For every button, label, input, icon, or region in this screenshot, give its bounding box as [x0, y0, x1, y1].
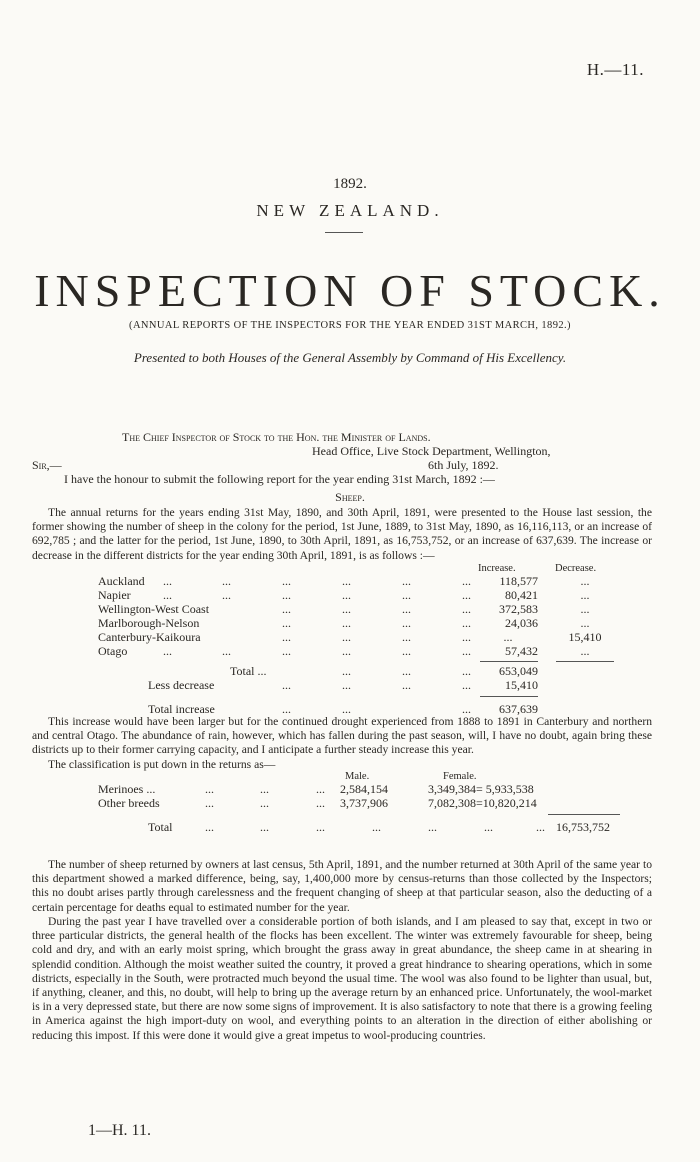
leader-dots: ... [205, 796, 214, 810]
document-subtitle: (ANNUAL REPORTS OF THE INSPECTORS FOR THE YEAR ENDED 31ST MARCH, 1892.) [129, 320, 571, 331]
paragraph-census [32, 858, 652, 915]
sum-rule [480, 696, 538, 697]
paragraph-text: The annual returns for the years ending 31st May, 1890, and 30th April, 1891, were presented to the House last session, the former showing the number of sheep in the colony for the period, 1st June, 1889, to 31st May, 1890, as 16,116,113, or an increase of 692,785 ; and the latter for the period, 1st June, 1890, to 30th April, 1891, as 16,753,752, or an increase of 637,639. The increase or decrease in the different districts for the year ending 30th April, 1891, is as follows :— [32, 506, 652, 562]
increase-value: ... [503, 630, 513, 644]
paragraph-drought [32, 715, 652, 758]
total-value: 16,753,752 [556, 820, 610, 834]
sum-rule [480, 661, 538, 662]
leader-dots: ... [462, 630, 471, 644]
less-decrease-label: Less decrease [148, 678, 215, 692]
paragraph-text: The classification is put down in the returns as— [48, 758, 276, 771]
leader-dots: ... [342, 644, 351, 658]
leader-dots: ... [282, 574, 291, 588]
female-value: 7,082,308=10,820,214 [428, 796, 537, 810]
total-value: 653,049 [499, 664, 538, 678]
header-increase: Increase. [478, 563, 516, 574]
district-name: Canterbury-Kaikoura [98, 630, 201, 644]
paragraph-text: During the past year I have travelled over a considerable portion of both islands, and I am pleased to say that, except in two or three particular districts, the general health of the flocks has been excellent. The winter was extremely favourable for sheep, being cold and dry, and with an early moist spring, which brought the grass away in great abundance, the sheep came in at shearing in splendid condition. Although the moist weather suited the country, it proved a great hindrance to shearing operations, which in some districts, especially in the South, were protracted much beyond the usual time. The wool was also found to be lighter than usual, but, if anything, cleaner, and this, no doubt, will help to bring up the average return by an enhanced price. Unfortunately, the wool-market is in a very depressed state, but there are now some signs of improvement. It is also satisfactory to note that there is a growing feeling in America against the high import-duty on wool, and everything points to an alteration in the direction of either abolishing or reducing this impost. If this were done it would give a great impetus to wool-producing countries. [32, 915, 652, 1042]
letter-salutation: Sir,— [32, 458, 62, 472]
breed-label: Other breeds [98, 796, 160, 810]
leader-dots: ... [282, 616, 291, 630]
leader-dots: ... [402, 588, 411, 602]
leader-dots: ... [342, 678, 351, 692]
decrease-value: ... [580, 602, 590, 616]
leader-dots: ... [316, 796, 325, 810]
report-year: 1892. [333, 176, 367, 192]
sum-rule [548, 814, 620, 815]
leader-dots: ... [462, 644, 471, 658]
leader-dots: ... [428, 820, 437, 834]
increase-value: 118,577 [499, 574, 538, 588]
leader-dots: ... [342, 588, 351, 602]
district-name: Wellington-West Coast [98, 602, 210, 616]
district-name: Marlborough-Nelson [98, 616, 200, 630]
leader-dots: ... [342, 574, 351, 588]
leader-dots: ... [260, 782, 269, 796]
leader-dots: ... [402, 630, 411, 644]
leader-dots: ... [222, 574, 231, 588]
female-value: 3,349,384= 5,933,538 [428, 782, 534, 796]
leader-dots: ... [316, 782, 325, 796]
paragraph-text: This increase would have been larger but for the continued drought experienced from 1888 to 1891 in Canterbury and northern and central Otago. The abundance of rain, however, which has fallen during the past season, will, I have no doubt, again bring these districts up to their former carrying capacity, and I anticipate a further steady increase this year. [32, 715, 652, 757]
leader-dots: ... [536, 820, 545, 834]
increase-value: 57,432 [505, 644, 538, 658]
leader-dots: ... [163, 574, 172, 588]
decrease-value: ... [580, 616, 590, 630]
male-value: 2,584,154 [340, 782, 388, 796]
leader-dots: ... [282, 602, 291, 616]
leader-dots: ... [402, 678, 411, 692]
district-name: Napier [98, 588, 131, 602]
leader-dots: ... [402, 574, 411, 588]
net-increase-value: 637,639 [499, 702, 538, 716]
leader-dots: ... [163, 644, 172, 658]
leader-dots: ... [484, 820, 493, 834]
presented-line: Presented to both Houses of the General Assembly by Command of His Excellency. [133, 350, 567, 365]
header-decrease: Decrease. [555, 563, 597, 574]
sum-rule [556, 661, 614, 662]
less-decrease-value: 15,410 [505, 678, 538, 692]
leader-dots: ... [462, 678, 471, 692]
leader-dots: ... [342, 630, 351, 644]
letter-intro: I have the honour to submit the following report for the year ending 31st March, 1892 :— [64, 472, 495, 486]
leader-dots: ... [222, 588, 231, 602]
decrease-value: 15,410 [568, 630, 602, 644]
net-increase-label: Total increase [148, 702, 215, 716]
leader-dots: ... [462, 602, 471, 616]
district-name: Otago [98, 644, 128, 658]
leader-dots: ... [342, 602, 351, 616]
male-value: 3,737,906 [340, 796, 388, 810]
decrease-value: ... [580, 644, 590, 658]
decrease-value: ... [580, 588, 590, 602]
leader-dots: ... [462, 588, 471, 602]
leader-dots: ... [402, 644, 411, 658]
district-table [0, 562, 700, 732]
leader-dots: ... [342, 702, 351, 716]
letter-address: Head Office, Live Stock Department, Wellington, [312, 444, 551, 458]
total-label: Total [148, 820, 173, 834]
footer-page-reference: 1—H. 11. [88, 1122, 151, 1139]
decrease-value: ... [580, 574, 590, 588]
leader-dots: ... [282, 702, 291, 716]
leader-dots: ... [282, 678, 291, 692]
leader-dots: ... [282, 588, 291, 602]
total-label: Total ... [230, 664, 267, 678]
leader-dots: ... [205, 820, 214, 834]
district-name: Auckland [98, 574, 145, 588]
leader-dots: ... [462, 574, 471, 588]
leader-dots: ... [342, 616, 351, 630]
letter-addressee: The Chief Inspector of Stock to the Hon. the Minister of Lands. [122, 430, 431, 444]
paragraph-returns [32, 506, 652, 563]
letter-date: 6th July, 1892. [428, 458, 499, 472]
leader-dots: ... [282, 644, 291, 658]
leader-dots: ... [402, 616, 411, 630]
leader-dots: ... [282, 630, 291, 644]
title-divider [325, 232, 363, 233]
page-reference: H.—11. [586, 60, 644, 79]
leader-dots: ... [342, 664, 351, 678]
paragraph-travel-report [32, 915, 652, 1043]
section-heading-sheep: Sheep. [335, 490, 365, 504]
classification-table [0, 770, 700, 840]
breed-label: Merinoes ... [98, 782, 156, 796]
leader-dots: ... [462, 616, 471, 630]
leader-dots: ... [260, 796, 269, 810]
leader-dots: ... [222, 644, 231, 658]
leader-dots: ... [402, 664, 411, 678]
leader-dots: ... [462, 664, 471, 678]
document-title: INSPECTION OF STOCK. [34, 265, 666, 316]
leader-dots: ... [163, 588, 172, 602]
leader-dots: ... [402, 602, 411, 616]
leader-dots: ... [205, 782, 214, 796]
leader-dots: ... [372, 820, 381, 834]
leader-dots: ... [260, 820, 269, 834]
leader-dots: ... [316, 820, 325, 834]
increase-value: 372,583 [499, 602, 538, 616]
increase-value: 24,036 [505, 616, 538, 630]
paragraph-text: The number of sheep returned by owners at last census, 5th April, 1891, and the number returned at 30th April of the same year to this department showed a marked difference, being, say, 1,400,000 more by census-returns than those collected by the Inspectors; this no doubt arises partly through carelessness and the frequent changing of sheep at that particular season, also the deducting of a certain percentage for deaths equal to estimated number for the year. [32, 858, 652, 914]
header-male: Male. [345, 771, 370, 782]
leader-dots: ... [462, 702, 471, 716]
country-heading: NEW ZEALAND. [256, 201, 444, 220]
increase-value: 80,421 [505, 588, 538, 602]
header-female: Female. [443, 771, 477, 782]
